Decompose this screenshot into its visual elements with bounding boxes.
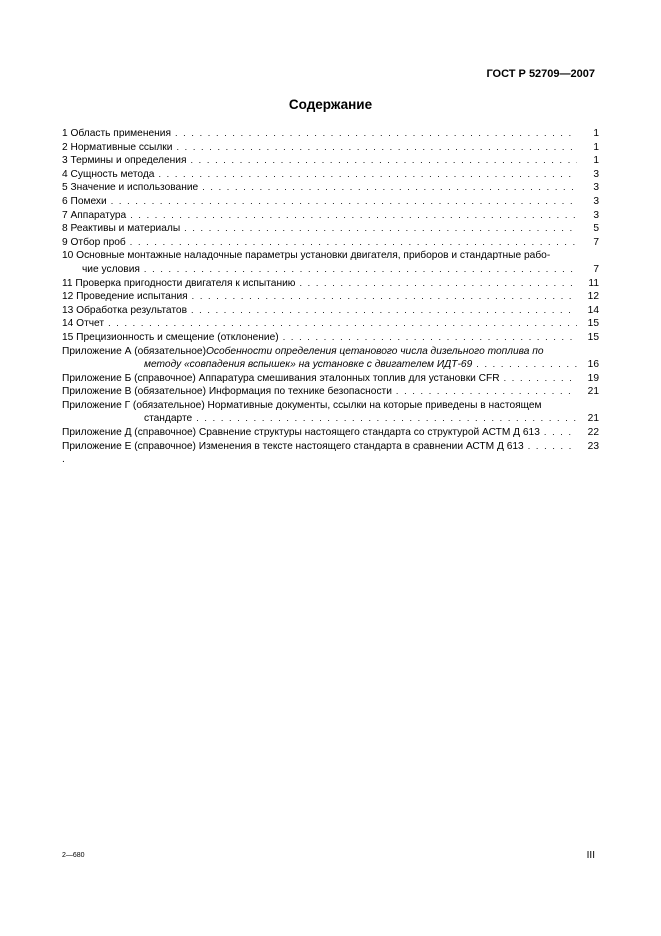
- toc-entry[interactable]: 3 Термины и определения . . . 1: [62, 154, 599, 168]
- dot-leader: [283, 331, 577, 345]
- dot-leader: [504, 372, 577, 386]
- toc-entry[interactable]: 1 Область применения . . . 1: [62, 127, 599, 141]
- toc-entry[interactable]: 11 Проверка пригодности двигателя к испытанию . . . 11: [62, 277, 599, 291]
- table-of-contents: [62, 127, 599, 467]
- dot-leader: [192, 290, 577, 304]
- toc-entry[interactable]: 7 Аппаратура . . . 3: [62, 209, 599, 223]
- page-title: Содержание: [288, 97, 373, 112]
- toc-entry[interactable]: 6 Помехи . . . 3: [62, 195, 599, 209]
- dot-leader: [175, 127, 577, 141]
- dot-leader: [184, 222, 577, 236]
- toc-entry-10-line2[interactable]: чие условия . . . 7: [62, 263, 599, 277]
- stray-mark: .: [62, 454, 65, 466]
- toc-entry-10-line1[interactable]: 10 Основные монтажные наладочные параметры установки двигателя, приборов и стандартные рабо-: [62, 250, 551, 262]
- dot-leader: [190, 154, 577, 168]
- dot-leader: [396, 385, 577, 399]
- toc-entry[interactable]: 5 Значение и использование . . . 3: [62, 181, 599, 195]
- dot-leader: [158, 168, 577, 182]
- dot-leader: [476, 358, 577, 372]
- appendix-g-line1[interactable]: Приложение Г (обязательное) Нормативные документы, ссылки на которые приведены в настоящем: [62, 399, 542, 411]
- dot-leader: [130, 209, 577, 223]
- toc-entry[interactable]: 13 Обработка результатов . . . 14: [62, 304, 599, 318]
- appendix-g-line2[interactable]: стандарте . . . 21: [62, 412, 599, 426]
- dot-leader: [176, 141, 577, 155]
- dot-leader: [196, 412, 577, 426]
- toc-entry[interactable]: 4 Сущность метода . . . 3: [62, 168, 599, 182]
- appendix-a-line1[interactable]: Приложение А (обязательное) Особенности определения цетанового числа дизельного топлива по: [62, 345, 544, 357]
- appendix-b[interactable]: Приложение Б (справочное) Аппаратура смешивания эталонных топлив для установки CFR . . . 19: [62, 372, 599, 386]
- toc-entry[interactable]: 8 Реактивы и материалы . . . 5: [62, 222, 599, 236]
- appendix-e[interactable]: Приложение Е (справочное) Изменения в тексте настоящего стандарта в сравнении АСТМ Д 613 . . . 23: [62, 440, 599, 454]
- dot-leader: [130, 236, 577, 250]
- dot-leader: [144, 263, 577, 277]
- appendix-v[interactable]: Приложение В (обязательное) Информация по технике безопасности . . . 21: [62, 385, 599, 399]
- dot-leader: [191, 304, 577, 318]
- appendix-a-line2[interactable]: методу «совпадения вспышек» на установке с двигателем ИДТ-69 . . . 16: [62, 358, 599, 372]
- dot-leader: [544, 426, 577, 440]
- dot-leader: [528, 440, 577, 454]
- toc-entry[interactable]: 12 Проведение испытания . . . 12: [62, 290, 599, 304]
- toc-entry[interactable]: 15 Прецизионность и смещение (отклонение) . . . 15: [62, 331, 599, 345]
- page-number: III: [586, 850, 595, 861]
- print-code: 2—680: [62, 852, 85, 859]
- dot-leader: [299, 277, 577, 291]
- dot-leader: [108, 317, 577, 331]
- document-code: ГОСТ Р 52709—2007: [486, 68, 595, 80]
- dot-leader: [111, 195, 577, 209]
- dot-leader: [202, 181, 577, 195]
- toc-entry[interactable]: 9 Отбор проб . . . 7: [62, 236, 599, 250]
- toc-entry[interactable]: 14 Отчет . . . 15: [62, 317, 599, 331]
- appendix-d[interactable]: Приложение Д (справочное) Сравнение структуры настоящего стандарта со структурой АСТМ Д 613 . . . 22: [62, 426, 599, 440]
- toc-entry[interactable]: 2 Нормативные ссылки . . . 1: [62, 141, 599, 155]
